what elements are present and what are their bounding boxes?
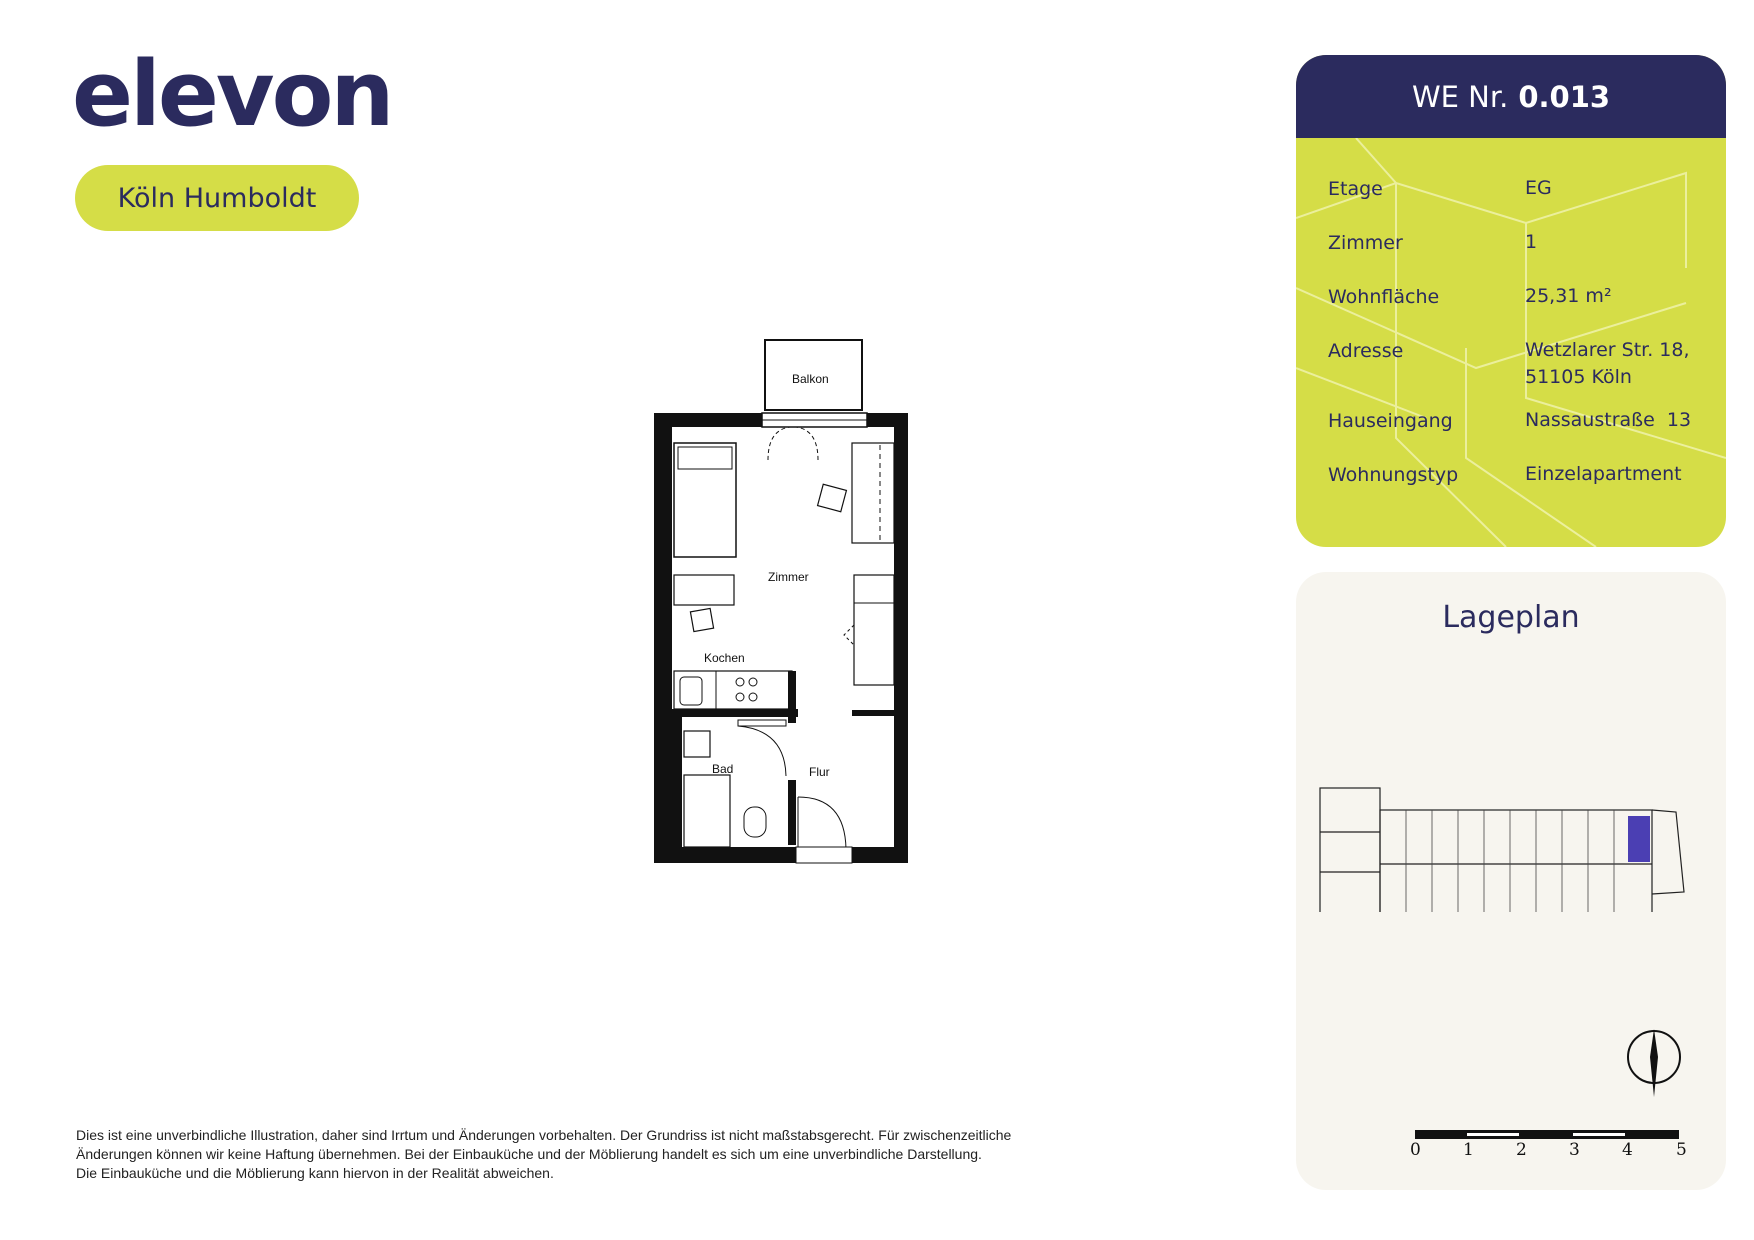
room-label-flur: Flur <box>809 765 830 779</box>
shower <box>684 775 730 847</box>
elevon-logo: elevon <box>72 42 392 147</box>
detail-label-zimmer: Zimmer <box>1328 232 1403 254</box>
siteplan-title: Lageplan <box>1442 600 1580 635</box>
scale-label-1: 1 <box>1463 1140 1474 1160</box>
unit-number: 0.013 <box>1518 79 1611 114</box>
site-plan-drawing <box>1316 772 1716 912</box>
scale-label-5: 5 <box>1676 1140 1687 1160</box>
room-label-bad: Bad <box>712 762 734 776</box>
detail-label-adresse: Adresse <box>1328 340 1404 362</box>
unit-number-prefix: WE Nr. <box>1411 79 1509 114</box>
scale-label-0: 0 <box>1410 1140 1421 1160</box>
disclaimer <box>76 1126 1166 1183</box>
site-plan-outline <box>1320 788 1380 912</box>
siteplan-panel <box>1296 572 1726 1190</box>
floor-plan <box>640 335 920 875</box>
detail-value-wohnflaeche: 25,31 m² <box>1525 285 1612 307</box>
room-label-balkon: Balkon <box>792 372 829 386</box>
detail-value-wohnungstyp: Einzelapartment <box>1525 463 1682 485</box>
detail-value-zimmer: 1 <box>1525 231 1538 253</box>
unit-info-card <box>1296 55 1726 547</box>
disclaimer-line: Änderungen können wir keine Haftung übernehmen. Bei der Einbauküche und der Möblierung handelt es sich um eine unverbindliche Darstellung. <box>76 1146 982 1162</box>
unit-highlight <box>1628 816 1650 862</box>
location-badge <box>75 165 359 231</box>
north-arrow-icon <box>1624 1027 1684 1099</box>
desk <box>852 443 894 543</box>
detail-label-wohnflaeche: Wohnfläche <box>1328 286 1440 308</box>
exterior-walls <box>654 413 908 863</box>
location-label: Köln Humboldt <box>117 182 317 214</box>
detail-value-adresse: Wetzlarer Str. 18, 51105 Köln <box>1525 339 1690 388</box>
washbasin <box>684 731 710 757</box>
wardrobe <box>854 575 894 685</box>
room-label-kochen: Kochen <box>704 651 745 665</box>
detail-label-hauseingang: Hauseingang <box>1328 410 1453 432</box>
detail-value-etage: EG <box>1525 177 1552 199</box>
scale-label-2: 2 <box>1516 1140 1527 1160</box>
scale-label-3: 3 <box>1569 1140 1580 1160</box>
unit-header <box>1296 55 1726 138</box>
detail-label-etage: Etage <box>1328 178 1383 200</box>
detail-label-wohnungstyp: Wohnungstyp <box>1328 464 1459 486</box>
scale-label-4: 4 <box>1622 1140 1633 1160</box>
table <box>674 575 734 605</box>
scale-bar <box>1413 1127 1693 1143</box>
disclaimer-line: Die Einbauküche und die Möblierung kann hiervon in der Realität abweichen. <box>76 1165 554 1181</box>
detail-value-hauseingang: Nassaustraße 13 <box>1525 409 1692 431</box>
toilet <box>744 807 766 837</box>
room-label-zimmer: Zimmer <box>768 570 809 584</box>
disclaimer-line: Dies ist eine unverbindliche Illustration, daher sind Irrtum und Änderungen vorbehalten. Der Grundriss ist nicht maßstabsgerecht. Für zwischenzeitliche <box>76 1127 1012 1143</box>
bed <box>674 443 736 557</box>
